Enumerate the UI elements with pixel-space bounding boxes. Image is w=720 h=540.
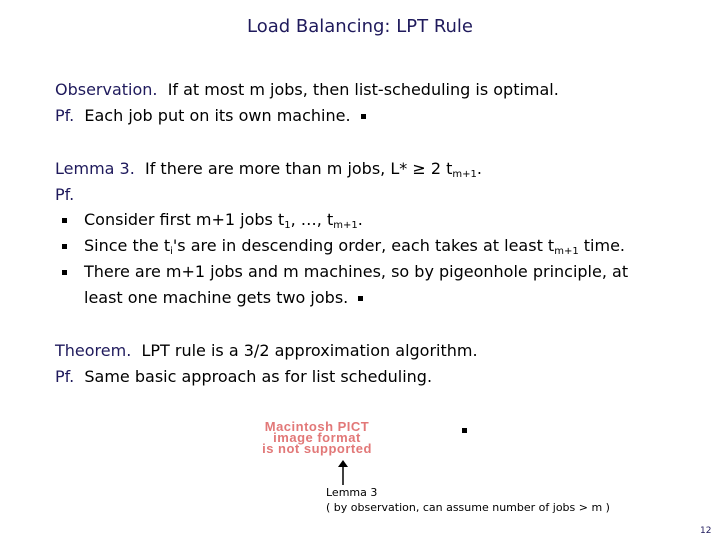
bullet-2-sub-2: m+1 <box>554 246 579 257</box>
bullet-1-sub-1: 1 <box>284 220 291 231</box>
lemma-bullet-3-line-2 <box>84 288 363 307</box>
placeholder-line-3: is not supported <box>262 440 372 456</box>
bullet-icon <box>62 218 67 223</box>
placeholder-line-2: image format <box>273 429 361 445</box>
note-line-1: Lemma 3 <box>326 486 378 499</box>
geq-symbol: ≥ <box>412 159 426 178</box>
bullet-2-text-a: Since the t <box>84 236 171 255</box>
lemma-text-b: 2 t <box>430 159 453 178</box>
observation-pf-label: Pf. <box>55 106 75 125</box>
bullet-1-text-c: . <box>357 210 363 229</box>
up-arrow-icon <box>336 460 350 486</box>
observation-proof <box>55 106 366 125</box>
bullet-1-text-b: , …, t <box>290 210 334 229</box>
slide-title: Load Balancing: LPT Rule <box>246 16 474 37</box>
bullet-1-text-a: Consider first m+1 jobs t <box>84 210 285 229</box>
observation-text: If at most m jobs, then list-scheduling is optimal. <box>167 80 559 99</box>
lemma-bullet-3-line-1: There are m+1 jobs and m machines, so by pigeonhole principle, at <box>84 262 629 281</box>
lemma-pf-label: Pf. <box>55 185 75 204</box>
bullet-3-text: least one machine gets two jobs. <box>84 288 349 307</box>
observation-line <box>55 80 559 99</box>
observation-pf-text: Each job put on its own machine. <box>84 106 351 125</box>
theorem-proof <box>55 367 432 386</box>
theorem-line <box>55 341 478 360</box>
page-number: 12 <box>700 526 712 536</box>
theorem-label: Theorem. <box>55 341 132 360</box>
bullet-2-sub-1: i <box>170 246 173 257</box>
qed-square-icon <box>462 428 467 433</box>
lemma-label: Lemma 3. <box>55 159 135 178</box>
bullet-icon <box>62 244 67 249</box>
lemma-bullet-1 <box>84 210 363 231</box>
bullet-2-text-c: time. <box>578 236 626 255</box>
theorem-pf-text: Same basic approach as for list scheduling. <box>84 367 433 386</box>
lemma-subscript: m+1 <box>452 169 477 180</box>
note-line-2: ( by observation, can assume number of jobs > m ) <box>326 501 610 514</box>
lemma-text-a: If there are more than m jobs, L* <box>144 159 408 178</box>
theorem-text: LPT rule is a 3/2 approximation algorithm. <box>141 341 478 360</box>
theorem-pf-label: Pf. <box>55 367 75 386</box>
bullet-2-text-b: 's are in descending order, each takes at least t <box>172 236 555 255</box>
lemma-line <box>55 159 482 180</box>
qed-square-icon <box>358 296 363 301</box>
unsupported-image-placeholder <box>200 420 434 454</box>
bullet-icon <box>62 270 67 275</box>
bullet-1-sub-2: m+1 <box>333 220 358 231</box>
qed-square-icon <box>361 114 366 119</box>
lemma-end: . <box>476 159 482 178</box>
placeholder-line-1: Macintosh PICT <box>264 418 370 434</box>
lemma-bullet-2 <box>84 236 625 257</box>
observation-label: Observation. <box>55 80 158 99</box>
